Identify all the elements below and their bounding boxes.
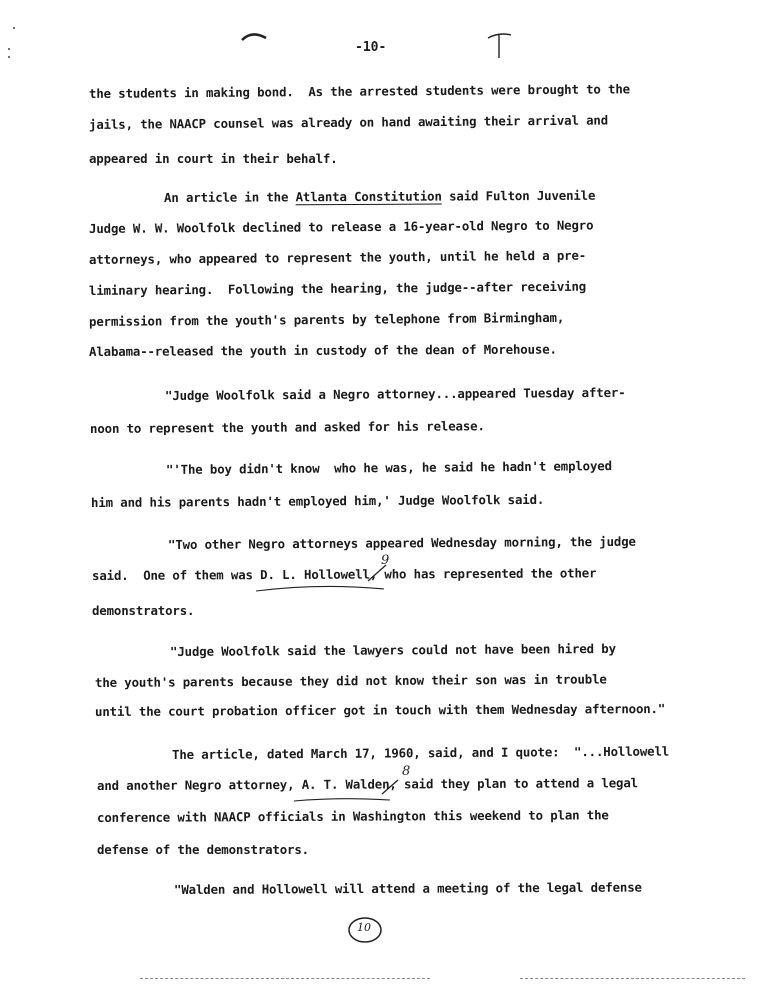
- paragraph-8-line-1: "Walden and Hollowell will attend a meeting of the legal defense: [173, 879, 642, 897]
- paragraph-6-line-1: "Judge Woolfolk said the lawyers could not have been hired by: [169, 640, 616, 659]
- bottom-scan-line-left: [140, 978, 430, 979]
- walden-underline-mark: [290, 770, 410, 810]
- paragraph-6-line-2: the youth's parents because they did not know their son was in trouble: [94, 671, 607, 690]
- paragraph-3-line-2: noon to represent the youth and asked for his release.: [89, 418, 485, 436]
- hollowell-underline-mark: [250, 555, 400, 600]
- paragraph-6-line-3: until the court probation officer got in touch with them Wednesday afternoon.": [94, 701, 666, 719]
- paragraph-2-line-5: permission from the youth's parents by telephone from Birmingham,: [88, 309, 565, 329]
- paragraph-5-line-3: demonstrators.: [92, 603, 195, 618]
- paragraph-4-line-1: "'The boy didn't know who he was, he said he hadn't employed: [165, 458, 612, 477]
- circled-page-number: 10: [357, 921, 371, 934]
- text-run: An article in the: [163, 189, 296, 205]
- paragraph-4-line-2: him and his parents hadn't employed him,' Judge Woolfolk said.: [90, 491, 545, 510]
- paragraph-2-line-1: [164, 188, 595, 205]
- paragraph-1-line-1: the students in making bond. As the arrested students were brought to the: [88, 81, 630, 101]
- paragraph-1-line-3: appeared in court in their behalf.: [89, 151, 338, 166]
- publication-title: Atlanta Constitution: [295, 188, 442, 205]
- paragraph-2-line-4: liminary hearing. Following the hearing, the judge--after receiving: [88, 278, 587, 298]
- paragraph-7-line-3: conference with NAACP officials in Washington this weekend to plan the: [96, 807, 609, 825]
- paragraph-5-line-1: "Two other Negro attorneys appeared Wednesday morning, the judge: [167, 533, 636, 552]
- text-run: and another Negro attorney: [96, 777, 288, 793]
- handwritten-t-mark: [485, 30, 515, 60]
- paragraph-7-line-4: defense of the demonstrators.: [97, 842, 309, 857]
- paragraph-2-line-3: attorneys, who appeared to represent the youth, until he held a pre-: [88, 247, 587, 267]
- paragraph-2-line-2: Judge W. W. Woolfolk declined to release a 16-year-old Negro to Negro: [88, 217, 594, 236]
- text-run: said. One of them was: [91, 567, 261, 583]
- text-run: said Fulton Juvenile: [441, 187, 596, 204]
- paragraph-1-line-2: jails, the NAACP counsel was already on hand awaiting their arrival and: [88, 112, 609, 132]
- margin-speck: [6, 25, 18, 65]
- attorney-name-hollowell: D. L. Hollowell: [260, 566, 370, 583]
- walden-handwritten-number: 8: [402, 764, 411, 779]
- page-number: -10-: [355, 40, 387, 55]
- handwritten-arc-mark: [240, 30, 270, 44]
- text-run: , said they plan to attend a legal: [389, 775, 638, 792]
- paragraph-2-line-6: Alabama--released the youth in custody of the dean of Morehouse.: [88, 341, 557, 359]
- hollowell-handwritten-number: 9: [381, 553, 390, 568]
- attorney-name-walden: , A. T. Walden: [287, 776, 390, 793]
- bottom-scan-line-right: [520, 978, 745, 979]
- text-run: , who has represented the other: [369, 565, 597, 582]
- paragraph-3-line-1: "Judge Woolfolk said a Negro attorney...appeared Tuesday after-: [164, 384, 626, 403]
- paragraph-7-line-1: The article, dated March 17, 1960, said, and I quote: "...Hollowell: [171, 743, 670, 762]
